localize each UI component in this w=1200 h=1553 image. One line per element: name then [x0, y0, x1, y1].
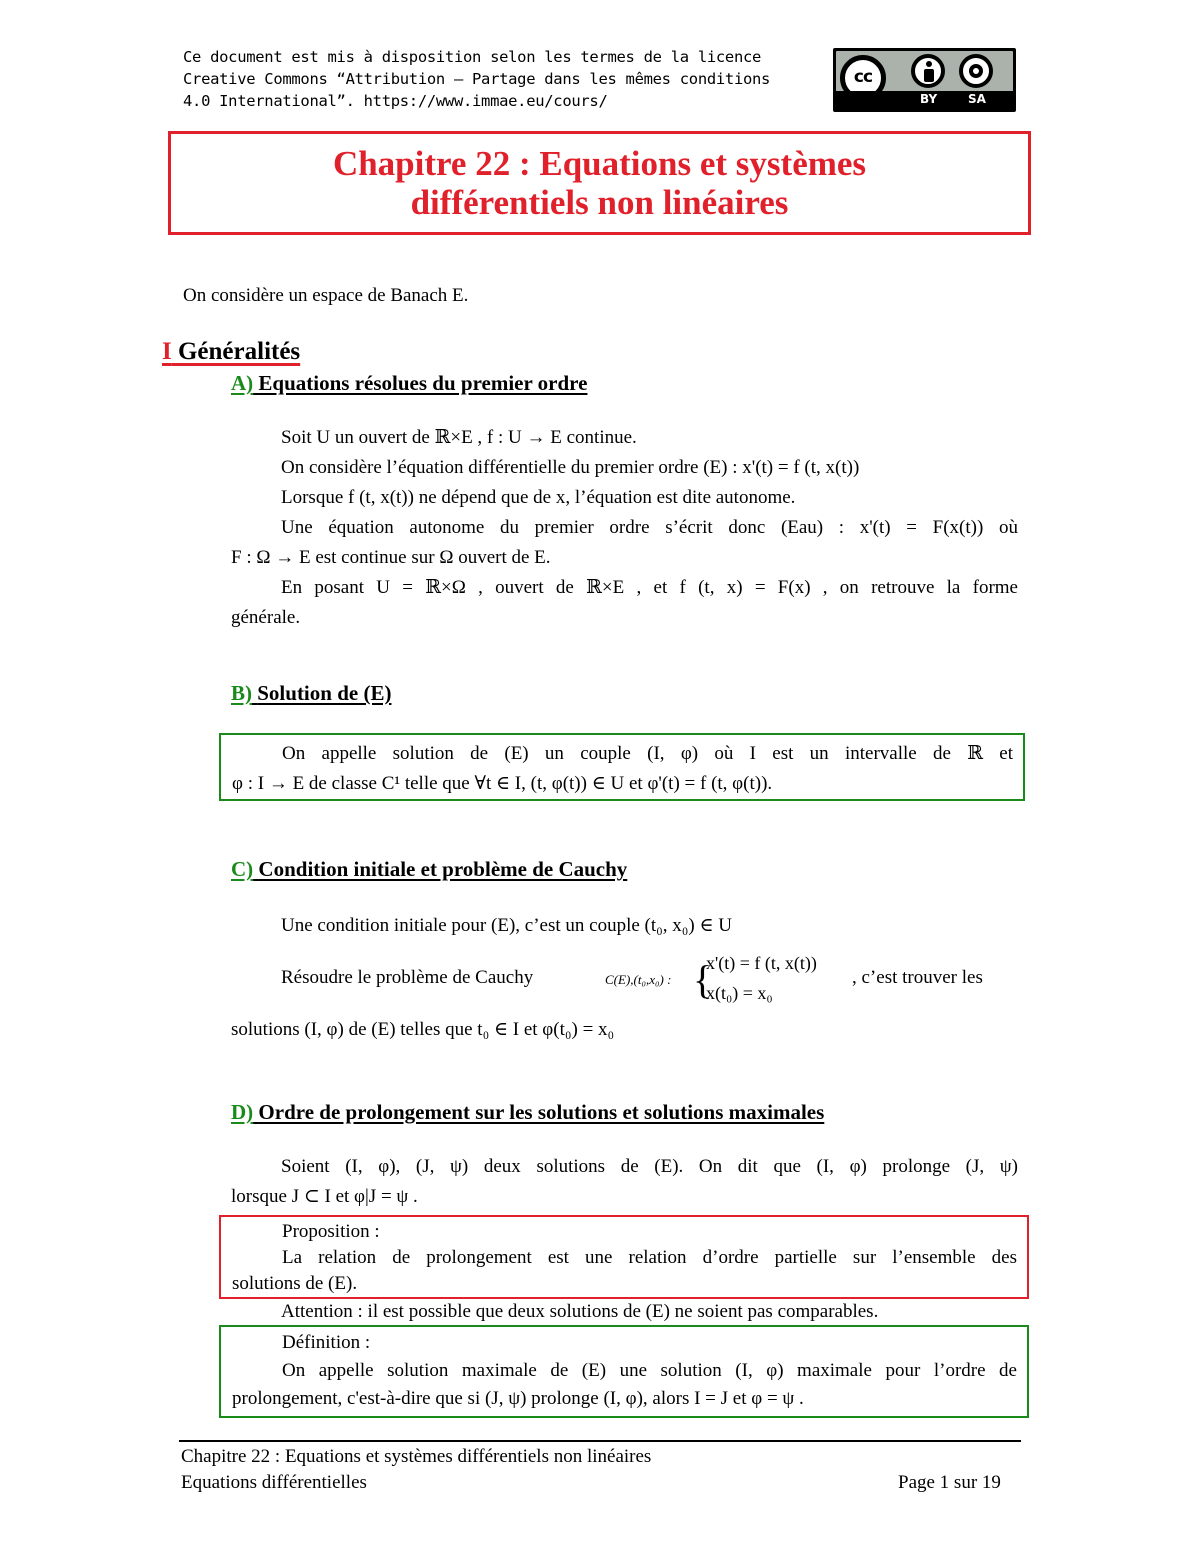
- subsection-d-body: [231, 1152, 1018, 1212]
- paragraph-line: prolongement, c'est-à-dire que si (J, ψ) prolonge (I, φ), alors I = J et φ = ψ .: [232, 1388, 804, 1409]
- footer-chapter: Chapitre 22 : Equations et systèmes différentiels non linéaires: [181, 1446, 652, 1467]
- cauchy-condition: C(E),(t₀,x₀) :: [605, 972, 672, 987]
- subsection-letter: A): [231, 371, 254, 395]
- subsection-label: Ordre de prolongement sur les solutions et solutions maximales: [258, 1100, 825, 1124]
- paragraph-line: Soient (I, φ), (J, ψ) deux solutions de (E). On dit que (I, φ) prolonge (J, ψ): [281, 1156, 1018, 1177]
- paragraph-line: Lorsque f (t, x(t)) ne dépend que de x, l’équation est dite autonome.: [281, 487, 796, 508]
- system-equation: x'(t) = f (t, x(t)): [706, 953, 817, 973]
- subsection-label: Condition initiale et problème de Cauchy: [258, 857, 628, 881]
- paragraph-line: F : Ω → E est continue sur Ω ouvert de E.: [231, 547, 551, 568]
- definition-box: [219, 1325, 1029, 1418]
- paragraph-line: La relation de prolongement est une relation d’ordre partielle sur l’ensemble des: [282, 1247, 1017, 1268]
- footer-divider: [179, 1440, 1021, 1442]
- footer-course: Equations différentielles: [181, 1472, 367, 1493]
- paragraph-line: Résoudre le problème de Cauchy: [281, 967, 534, 988]
- section-number: I: [162, 338, 172, 365]
- chapter-title-line: différentiels non linéaires: [410, 183, 789, 222]
- cc-by-sa-icon[interactable]: [833, 48, 1016, 112]
- subsection-label: Solution de (E): [257, 681, 392, 705]
- paragraph-line: Soit U un ouvert de ℝ×E , f : U → E continue.: [281, 427, 637, 448]
- chapter-title-line: Chapitre 22 : Equations et systèmes: [332, 144, 867, 183]
- subsection-letter: D): [231, 1100, 254, 1124]
- paragraph-line: En posant U = ℝ×Ω , ouvert de ℝ×E , et f (t, x) = F(x) , on retrouve la forme: [281, 577, 1018, 598]
- definition-title: Définition :: [282, 1332, 371, 1353]
- paragraph-line: Une condition initiale pour (E), c’est un couple (t₀, x₀) ∈ U: [281, 915, 732, 936]
- proposition-title: Proposition :: [282, 1221, 380, 1242]
- left-brace-icon: {: [693, 957, 713, 1002]
- page-number: Page 1 sur 19: [898, 1472, 1001, 1493]
- chapter-title-box: [168, 131, 1031, 235]
- section-label: Généralités: [177, 338, 301, 365]
- paragraph-line: On appelle solution de (E) un couple (I, φ) où I est un intervalle de ℝ et: [282, 743, 1013, 764]
- paragraph-line: solutions de (E).: [232, 1273, 358, 1294]
- paragraph-line: générale.: [231, 607, 301, 628]
- attention-note: Attention : il est possible que deux solutions de (E) ne soient pas comparables.: [281, 1301, 879, 1322]
- subsection-a-body: [231, 423, 1018, 633]
- paragraph-line: , c’est trouver les: [852, 967, 983, 988]
- license-line[interactable]: 4.0 International”. https://www.immae.eu/cours/: [183, 92, 608, 110]
- subsection-heading: [231, 1100, 824, 1125]
- cauchy-system: [706, 948, 817, 1008]
- sa-label: SA: [968, 92, 986, 106]
- paragraph-line: lorsque J ⊂ I et φ|J = ψ .: [231, 1186, 418, 1207]
- license-line: Creative Commons “Attribution – Partage dans les mêmes conditions: [183, 70, 771, 88]
- attribution-icon: [911, 54, 945, 88]
- subsection-heading: [231, 371, 587, 396]
- subsection-letter: B): [231, 681, 252, 705]
- paragraph-line: On considère l’équation différentielle du premier ordre (E) : x'(t) = f (t, x(t)): [281, 457, 860, 478]
- subsection-heading: [231, 681, 391, 706]
- by-label: BY: [920, 92, 938, 106]
- proposition-box: [219, 1215, 1029, 1299]
- paragraph-line: On appelle solution maximale de (E) une solution (I, φ) maximale pour l’ordre de: [282, 1360, 1017, 1381]
- section-heading: [162, 338, 300, 366]
- subsection-letter: C): [231, 857, 254, 881]
- definition-box: [219, 733, 1025, 801]
- system-equation: x(t₀) = x₀: [706, 983, 773, 1003]
- license-notice: [183, 46, 771, 112]
- chapter-title: [171, 134, 1028, 222]
- cc-logo-icon: cc: [840, 55, 886, 101]
- subsection-heading: [231, 857, 627, 882]
- share-alike-icon: [959, 54, 993, 88]
- license-band: [836, 91, 1013, 109]
- intro-text: On considère un espace de Banach E.: [183, 285, 469, 306]
- paragraph-line: Une équation autonome du premier ordre s’écrit donc (Eau) : x'(t) = F(x(t)) où: [281, 517, 1018, 538]
- license-line: Ce document est mis à disposition selon les termes de la licence: [183, 48, 762, 66]
- paragraph-line: solutions (I, φ) de (E) telles que t₀ ∈ I et φ(t₀) = x₀: [231, 1019, 615, 1040]
- paragraph-line: φ : I → E de classe C¹ telle que ∀t ∈ I, (t, φ(t)) ∈ U et φ'(t) = f (t, φ(t)).: [232, 773, 773, 794]
- subsection-label: Equations résolues du premier ordre: [258, 371, 588, 395]
